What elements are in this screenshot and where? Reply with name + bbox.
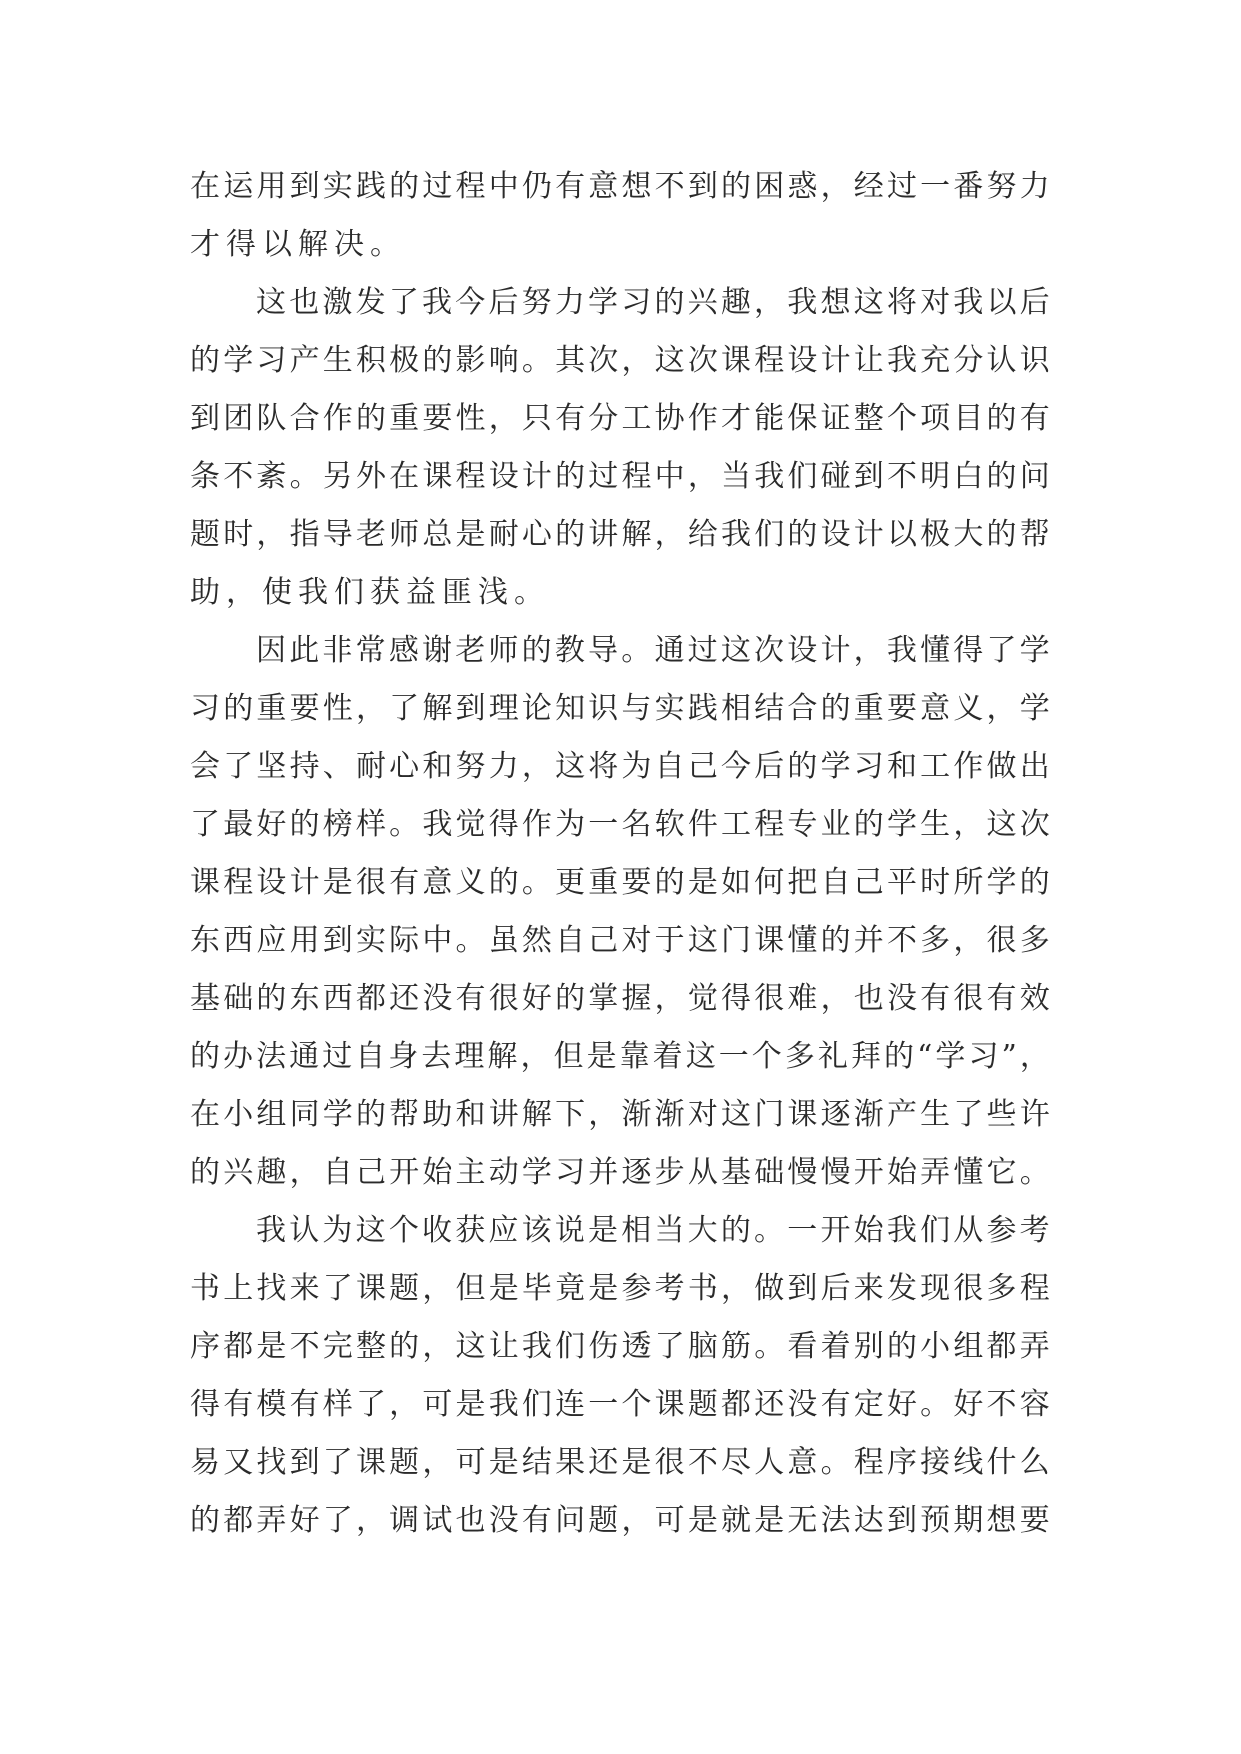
text-line: 题 时 ， 指 导 老 师 总 是 耐 心 的 讲 解 ， 给 我 们 的 设 计 以 极 大 的 帮 xyxy=(190,517,1050,552)
text-line: 得 有 模 有 样 了 ， 可 是 我 们 连 一 个 课 题 都 还 没 有 定 好 。 好 不 容 xyxy=(190,1387,1050,1422)
text-line: 东 西 应 用 到 实 际 中 。 虽 然 自 己 对 于 这 门 课 懂 的 并 不 多 ， 很 多 xyxy=(190,923,1050,958)
text-line: 书 上 找 来 了 课 题 ， 但 是 毕 竟 是 参 考 书 ， 做 到 后 来 发 现 很 多 程 xyxy=(190,1271,1050,1306)
text-line: 的 都 弄 好 了 ， 调 试 也 没 有 问 题 ， 可 是 就 是 无 法 达 到 预 期 想 要 xyxy=(190,1503,1050,1538)
text-line: 的 学 习 产 生 积 极 的 影 响 。 其 次 ， 这 次 课 程 设 计 让 我 充 分 认 识 xyxy=(190,343,1050,378)
text-line: 才得以解决。 xyxy=(190,227,406,262)
text-line: 我 认 为 这 个 收 获 应 该 说 是 相 当 大 的 。 一 开 始 我 们 从 参 考 xyxy=(256,1213,1050,1248)
text-line: 易 又 找 到 了 课 题 ， 可 是 结 果 还 是 很 不 尽 人 意 。 程 序 接 线 什 么 xyxy=(190,1445,1050,1480)
text-line: 习 的 重 要 性 ， 了 解 到 理 论 知 识 与 实 践 相 结 合 的 重 要 意 义 ， 学 xyxy=(190,691,1050,726)
text-line: 基 础 的 东 西 都 还 没 有 很 好 的 掌 握 ， 觉 得 很 难 ， 也 没 有 很 有 效 xyxy=(190,981,1050,1016)
text-line: 的 兴 趣 ， 自 己 开 始 主 动 学 习 并 逐 步 从 基 础 慢 慢 开 始 弄 懂 它 。 xyxy=(190,1155,1050,1190)
text-line: 条 不 紊 。 另 外 在 课 程 设 计 的 过 程 中 ， 当 我 们 碰 到 不 明 白 的 问 xyxy=(190,459,1050,494)
text-line: 序 都 是 不 完 整 的 ， 这 让 我 们 伤 透 了 脑 筋 。 看 着 别 的 小 组 都 弄 xyxy=(190,1329,1050,1364)
text-line: 这 也 激 发 了 我 今 后 努 力 学 习 的 兴 趣 ， 我 想 这 将 对 我 以 后 xyxy=(256,285,1050,320)
text-line: 因 此 非 常 感 谢 老 师 的 教 导 。 通 过 这 次 设 计 ， 我 懂 得 了 学 xyxy=(256,633,1050,668)
text-line: 了 最 好 的 榜 样 。 我 觉 得 作 为 一 名 软 件 工 程 专 业 的 学 生 ， 这 次 xyxy=(190,807,1050,842)
text-line: 的 办 法 通 过 自 身 去 理 解 ， 但 是 靠 着 这 一 个 多 礼 拜 的 “ 学 习 ” ， xyxy=(190,1039,1050,1074)
text-line: 到 团 队 合 作 的 重 要 性 ， 只 有 分 工 协 作 才 能 保 证 整 个 项 目 的 有 xyxy=(190,401,1050,436)
text-line: 课 程 设 计 是 很 有 意 义 的 。 更 重 要 的 是 如 何 把 自 己 平 时 所 学 的 xyxy=(190,865,1050,900)
text-line: 会 了 坚 持 、 耐 心 和 努 力 ， 这 将 为 自 己 今 后 的 学 习 和 工 作 做 出 xyxy=(190,749,1050,784)
text-line: 在 运 用 到 实 践 的 过 程 中 仍 有 意 想 不 到 的 困 惑 ， 经 过 一 番 努 力 xyxy=(190,169,1050,204)
body-text xyxy=(190,158,1050,1550)
text-line: 助，使我们获益匪浅。 xyxy=(190,575,550,610)
text-line: 在 小 组 同 学 的 帮 助 和 讲 解 下 ， 渐 渐 对 这 门 课 逐 渐 产 生 了 些 许 xyxy=(190,1097,1050,1132)
